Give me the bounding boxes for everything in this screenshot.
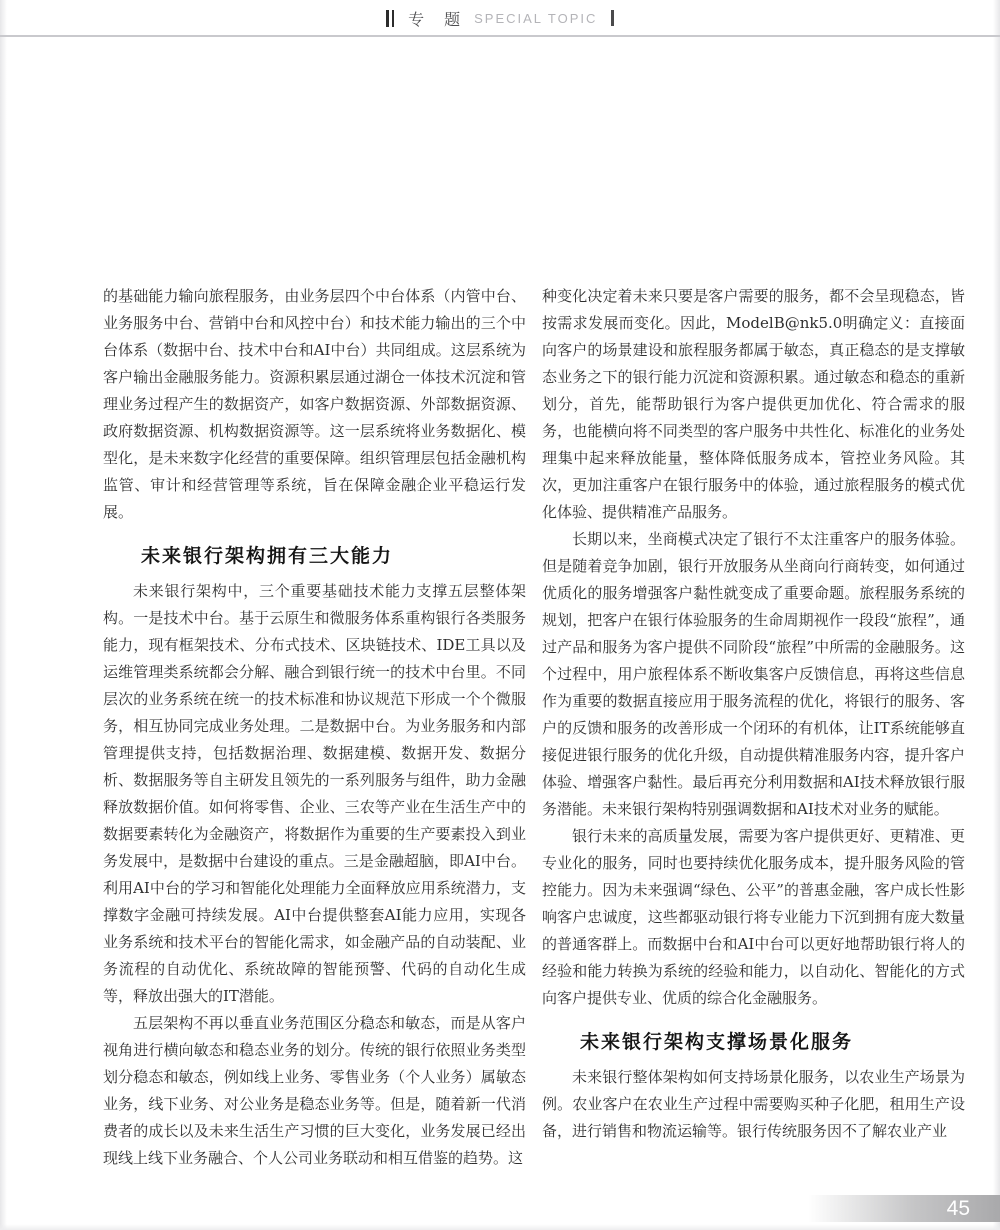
left-column bbox=[103, 283, 526, 1172]
paragraph: 长期以来，坐商模式决定了银行不太注重客户的服务体验。但是随着竞争加剧，银行开放服务从坐商向行商转变，如何通过优质化的服务增强客户黏性就变成了重要命题。旅程服务系统的规划，把客户在银行体验服务的生命周期视作一段段“旅程”，通过产品和服务为客户提供不同阶段“旅程”中所需的金融服务。这个过程中，用户旅程体系不断收集客户反馈信息，再将这些信息作为重要的数据直接应用于服务流程的优化，将银行的服务、客户的反馈和服务的改善形成一个闭环的有机体，让IT系统能够直接促进银行服务的优化升级，自动提供精准服务内容，提升客户体验、增强客户黏性。最后再充分利用数据和AI技术释放银行服务潜能。未来银行架构特别强调数据和AI技术对业务的赋能。 bbox=[542, 530, 965, 818]
header-title-cn: 专 题 bbox=[408, 11, 463, 29]
paragraph: 种变化决定着未来只要是客户需要的服务，都不会呈现稳态，皆按需求发展而变化。因此，ModelB@nk5.0明确定义：直接面向客户的场景建设和旅程服务都属于敏态，真正稳态的是支撑敏态业务之下的银行能力沉淀和资源积累。通过敏态和稳态的重新划分，首先，能帮助银行为客户提供更加优化、符合需求的服务，也能横向将不同类型的客户服务中共性化、标准化的业务处理集中起来释放能量，整体降低服务成本，管控业务风险。其次，更加注重客户在银行服务中的体验，通过旅程服务的模式优化体验、提供精准产品服务。 bbox=[542, 287, 965, 521]
page-number: 45 bbox=[946, 1196, 970, 1220]
footer-bar bbox=[808, 1195, 1000, 1222]
section-heading: 未来银行架构拥有三大能力 bbox=[141, 545, 394, 567]
header-title-en: SPECIAL TOPIC bbox=[474, 10, 598, 26]
page-bottom-edge bbox=[0, 1224, 1000, 1230]
paragraph: 未来银行架构中，三个重要基础技术能力支撑五层整体架构。一是技术中台。基于云原生和微服务体系重构银行各类服务能力，现有框架技术、分布式技术、区块链技术、IDE工具以及运维管理类系统都会分解、融合到银行统一的技术中台里。不同层次的业务系统在统一的技术标准和协议规范下形成一个个微服务，相互协同完成业务处理。二是数据中台。为业务服务和内部管理提供支持，包括数据治理、数据建模、数据开发、数据分析、数据服务等自主研发且领先的一系列服务与组件，助力金融释放数据价值。如何将零售、企业、三农等产业在生活生产中的数据要素转化为金融资产，将数据作为重要的生产要素投入到业务发展中，是数据中台建设的重点。三是金融超脑，即AI中台。利用AI中台的学习和智能化处理能力全面释放应用系统潜力，支撑数字金融可持续发展。AI中台提供整套AI能力应用，实现各业务系统和技术平台的智能化需求，如金融产品的自动装配、业务流程的自动优化、系统故障的智能预警、代码的自动化生成等，释放出强大的IT潜能。 bbox=[103, 582, 526, 1005]
right-column bbox=[542, 283, 965, 1172]
double-bar-icon bbox=[386, 10, 394, 27]
section-heading: 未来银行架构支撑场景化服务 bbox=[580, 1031, 854, 1053]
paragraph: 五层架构不再以垂直业务范围区分稳态和敏态，而是从客户视角进行横向敏态和稳态业务的划分。传统的银行依照业务类型划分稳态和敏态，例如线上业务、零售业务（个人业务）属敏态业务，线下业务、对公业务是稳态业务等。但是，随着新一代消费者的成长以及未来生活生产习惯的巨大变化，业务发展已经出现线上线下业务融合、个人公司业务联动和相互借鉴的趋势。这 bbox=[103, 1014, 526, 1167]
header-rule bbox=[0, 35, 1000, 37]
paragraph: 的基础能力输向旅程服务，由业务层四个中台体系（内管中台、业务服务中台、营销中台和风控中台）和技术能力输出的三个中台体系（数据中台、技术中台和AI中台）共同组成。这层系统为客户输出金融服务能力。资源积累层通过湖仓一体技术沉淀和管理业务过程产生的数据资产，如客户数据资源、外部数据资源、政府数据资源、机构数据资源等。这一层系统将业务数据化、模型化，是未来数字化经营的重要保障。组织管理层包括金融机构监管、审计和经营管理等系统，旨在保障金融企业平稳运行发展。 bbox=[103, 287, 526, 521]
paragraph: 银行未来的高质量发展，需要为客户提供更好、更精准、更专业化的服务，同时也要持续优化服务成本，提升服务风险的管控能力。因为未来强调“绿色、公平”的普惠金融，客户成长性影响客户忠诚度，这些都驱动银行将专业能力下沉到拥有庞大数量的普通客群上。而数据中台和AI中台可以更好地帮助银行将人的经验和能力转换为系统的经验和能力，以自动化、智能化的方式向客户提供专业、优质的综合化金融服务。 bbox=[542, 827, 965, 1007]
single-bar-icon bbox=[611, 10, 614, 26]
article-body bbox=[103, 283, 965, 1172]
page-header bbox=[0, 6, 1000, 30]
page-right-edge bbox=[993, 0, 1000, 1230]
page-left-edge bbox=[0, 0, 7, 1230]
paragraph: 未来银行整体架构如何支持场景化服务，以农业生产场景为例。农业客户在农业生产过程中需要购买种子化肥，租用生产设备，进行销售和物流运输等。银行传统服务因不了解农业产业 bbox=[542, 1068, 965, 1140]
